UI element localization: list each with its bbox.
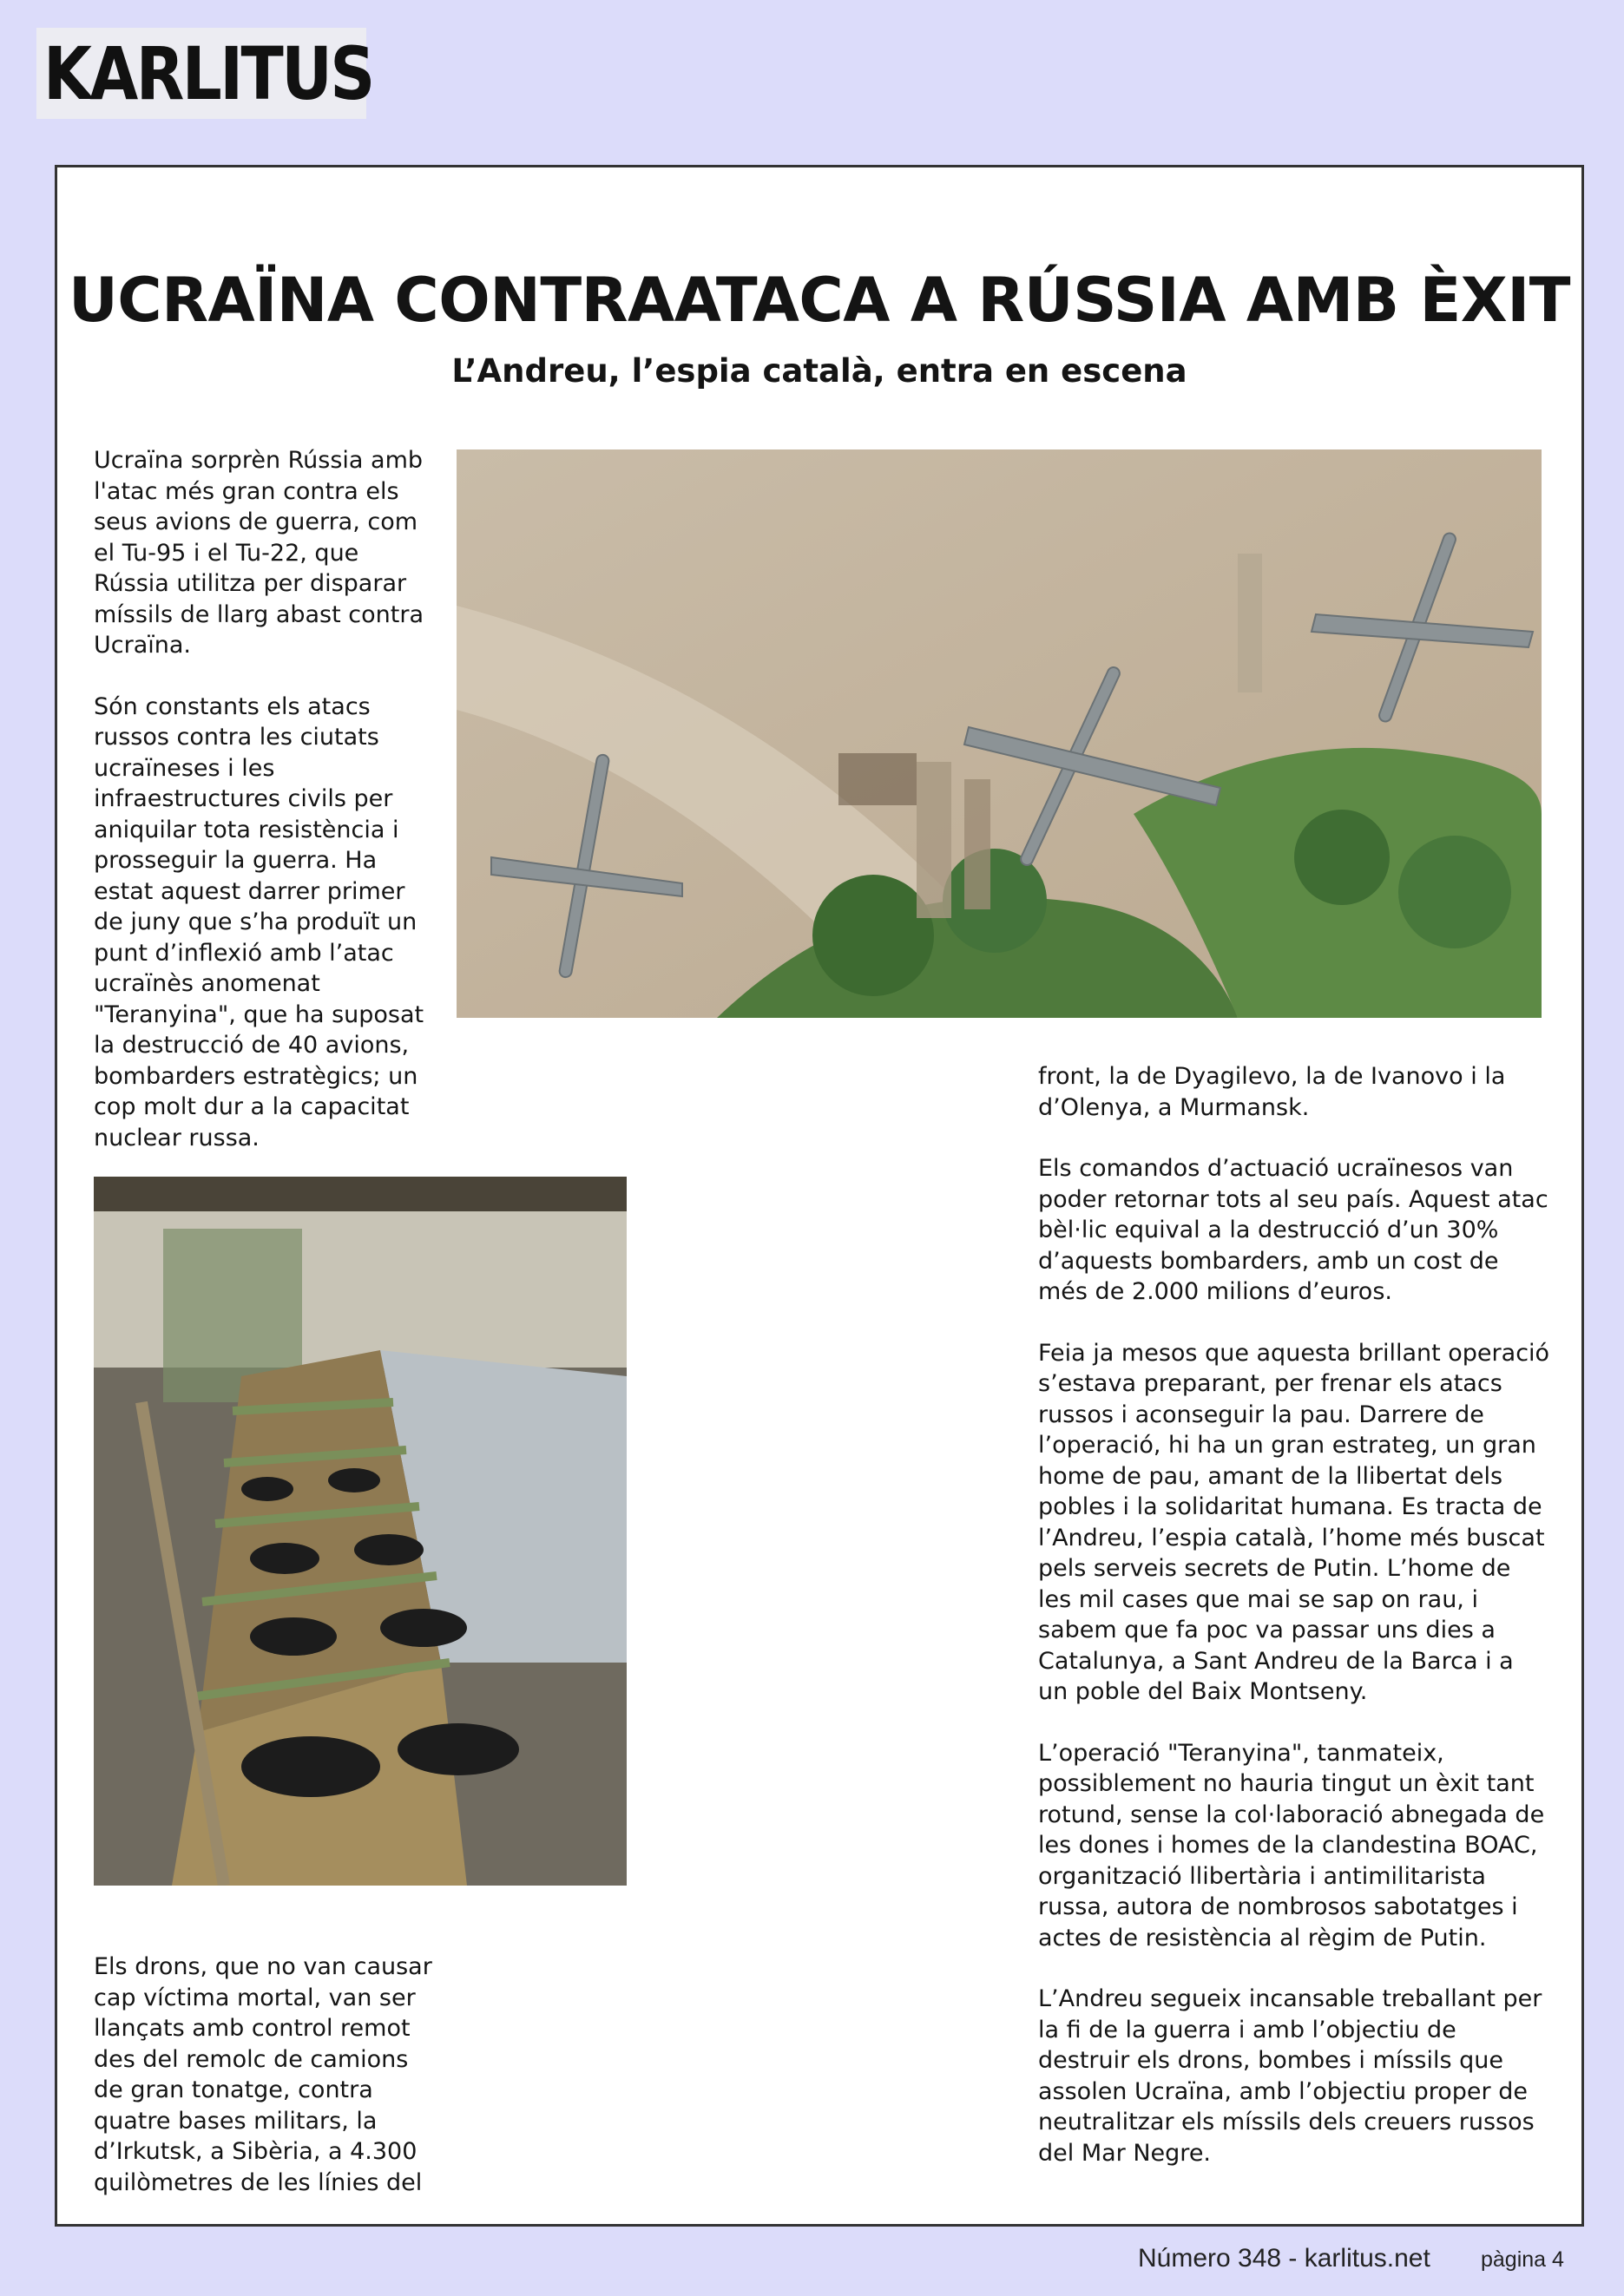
column-1-top bbox=[94, 445, 441, 1153]
paragraph: Ucraïna sorprèn Rússia amb l'atac més gran contra els seus avions de guerra, com el Tu-95 i el Tu-22, que Rússia utilitza per disparar míssils de llarg abast contra Ucraïna. bbox=[94, 447, 424, 659]
article-frame bbox=[55, 165, 1584, 2227]
column-1-bottom bbox=[94, 1952, 441, 2198]
logo-text: KARLITUS bbox=[43, 31, 373, 116]
paragraph: front, la de Dyagilevo, la de Ivanovo i la d’Olenya, a Murmansk. bbox=[1038, 1063, 1506, 1121]
page-number: pàgina 4 bbox=[1481, 2247, 1564, 2272]
article-subtitle: L’Andreu, l’espia català, entra en escena bbox=[451, 352, 1187, 390]
column-2 bbox=[1038, 1061, 1550, 2168]
issue-number: Número 348 - karlitus.net bbox=[1138, 2244, 1430, 2273]
paragraph: Els drons, que no van causar cap víctima mortal, van ser llançats amb control remot des del remolc de camions de gran tonatge, contra quatre bases militars, la d’Irkutsk, a Sibèria, a 4.300 quilòmetres de les línies del bbox=[94, 1953, 432, 2196]
paragraph: Els comandos d’actuació ucraïnesos van poder retornar tots al seu país. Aquest atac bèl·lic equival a la destrucció d’un 30% d’aquests bombarders, amb un cost de més de 2.000 milions d’euros. bbox=[1038, 1155, 1548, 1305]
paragraph: Són constants els atacs russos contra les ciutats ucraïneses i les infraestructures civils per aniquilar tota resistència i prosseguir la guerra. Ha estat aquest darrer primer de juny que s’ha produït un punt d’inflexió amb l’atac ucraïnès anomenat "Teranyina", que ha suposat la destrucció de 40 avions, bombarders estratègics; un cop molt dur a la capacitat nuclear russa. bbox=[94, 692, 424, 1151]
airfield-bombers-photo bbox=[457, 449, 1542, 1018]
paragraph: L’Andreu segueix incansable treballant per la fi de la guerra i amb l’objectiu de destruir els drons, bombes i míssils que assolen Ucraïna, amb l’objectiu proper de neutralitzar els míssils dels creuers russos del Mar Negre. bbox=[1038, 1985, 1542, 2167]
article-title: UCRAÏNA CONTRAATACA A RÚSSIA AMB ÈXIT bbox=[68, 265, 1571, 336]
drones-warehouse-photo bbox=[94, 1177, 627, 1886]
karlitus-logo bbox=[36, 28, 373, 119]
paragraph: Feia ja mesos que aquesta brillant operació s’estava preparant, per frenar els atacs russos i aconseguir la pau. Darrere de l’operació, hi ha un gran estrateg, un gran home de pau, amant de la llibertat dels pobles i la solidaritat humana. Es tracta de l’Andreu, l’espia català, l’home més buscat pels serveis secrets de Putin. L’home de les mil cases que mai se sap on rau, i sabem que fa poc va passar uns dies a Catalunya, a Sant Andreu de la Barca i a un poble del Baix Montseny. bbox=[1038, 1339, 1550, 1705]
paragraph: L’operació "Teranyina", tanmateix, possiblement no hauria tingut un èxit tant rotund, sense la col·laboració abnegada de les dones i homes de la clandestina BOAC, organització llibertària i antimilitarista russa, autora de nombrosos sabotatges i actes de resistència al règim de Putin. bbox=[1038, 1739, 1545, 1952]
